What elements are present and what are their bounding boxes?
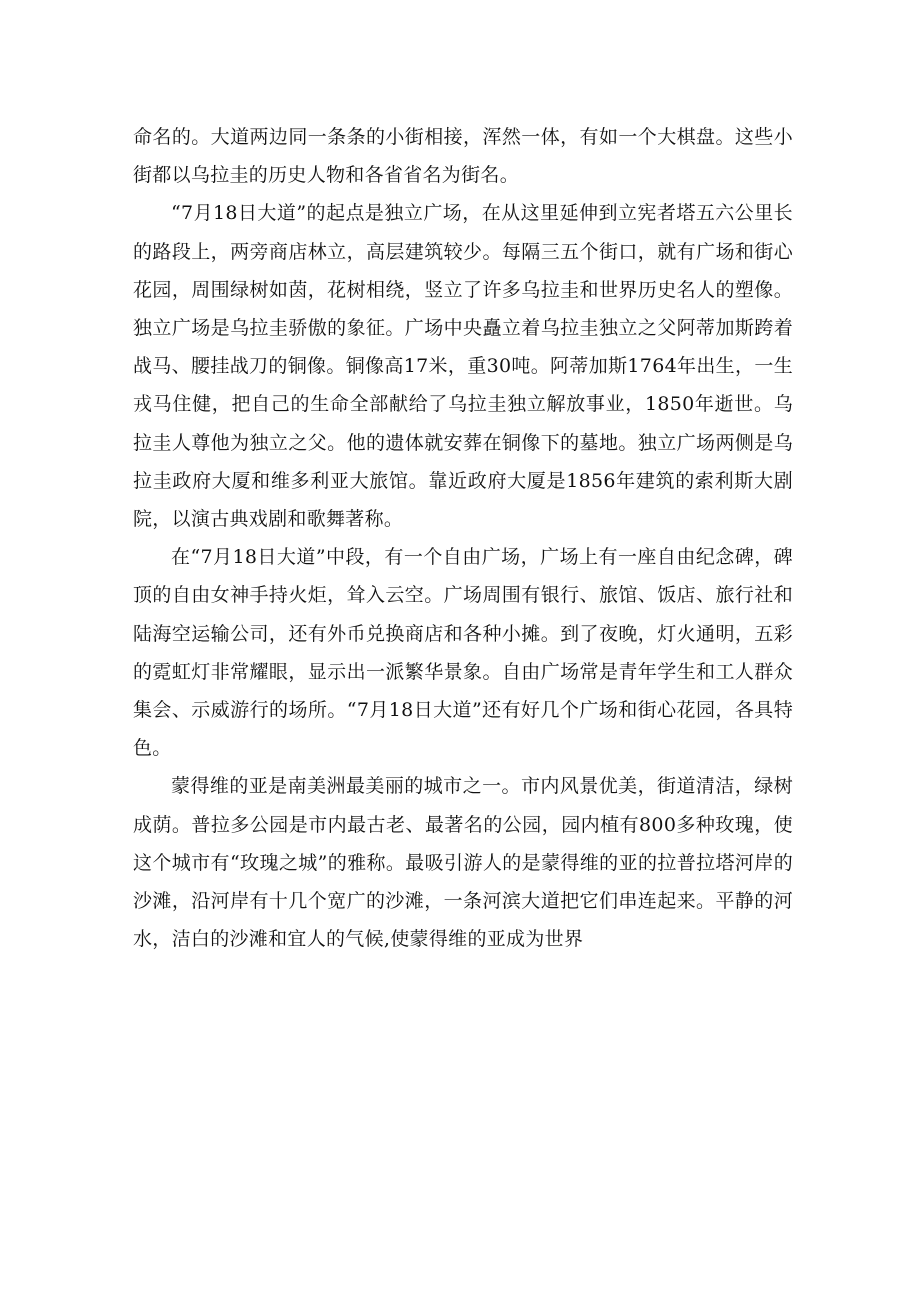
paragraph-1: 命名的。大道两边同一条条的小街相接，浑然一体，有如一个大棋盘。这些小街都以乌拉圭的历史人物和各省省名为街名。 <box>133 126 793 187</box>
paragraph-2: “7月18日大道”的起点是独立广场，在从这里延伸到立宪者塔五六公里长的路段上，两旁商店林立，高层建筑较少。每隔三五个街口，就有广场和街心花园，周围绿树如茵，花树相绕，竖立了许多乌拉圭和世界历史名人的塑像。独立广场是乌拉圭骄傲的象征。广场中央矗立着乌拉圭独立之父阿蒂加斯跨着战马、腰挂战刀的铜像。铜像高17米，重30吨。阿蒂加斯1764年出生，一生戎马住健，把自己的生命全部献给了乌拉圭独立解放事业，1850年逝世。乌拉圭人尊他为独立之父。他的遗体就安葬在铜像下的墓地。独立广场两侧是乌拉圭政府大厦和维多利亚大旅馆。靠近政府大厦是1856年建筑的索利斯大剧院，以演古典戏剧和歌舞著称。 <box>133 202 793 531</box>
paragraph-4: 蒙得维的亚是南美洲最美丽的城市之一。市内风景优美，街道清洁，绿树成荫。普拉多公园是市内最古老、最著名的公园，园内植有800多种玫瑰，使这个城市有“玫瑰之城”的雅称。最吸引游人的是蒙得维的亚的拉普拉塔河岸的沙滩，沿河岸有十几个宽广的沙滩，一条河滨大道把它们串连起来。平静的河水，洁白的沙滩和宜人的气候,使蒙得维的亚成为世界 <box>133 775 793 951</box>
paragraph-3: 在“7月18日大道”中段，有一个自由广场，广场上有一座自由纪念碑，碑顶的自由女神手持火炬，耸入云空。广场周围有银行、旅馆、饭店、旅行社和陆海空运输公司，还有外币兑换商店和各种小摊。到了夜晚，灯火通明，五彩的霓虹灯非常耀眼，显示出一派繁华景象。自由广场常是青年学生和工人群众集会、示威游行的场所。“7月18日大道”还有好几个广场和街心花园，各具特色。 <box>133 546 793 760</box>
body-text <box>133 118 793 958</box>
